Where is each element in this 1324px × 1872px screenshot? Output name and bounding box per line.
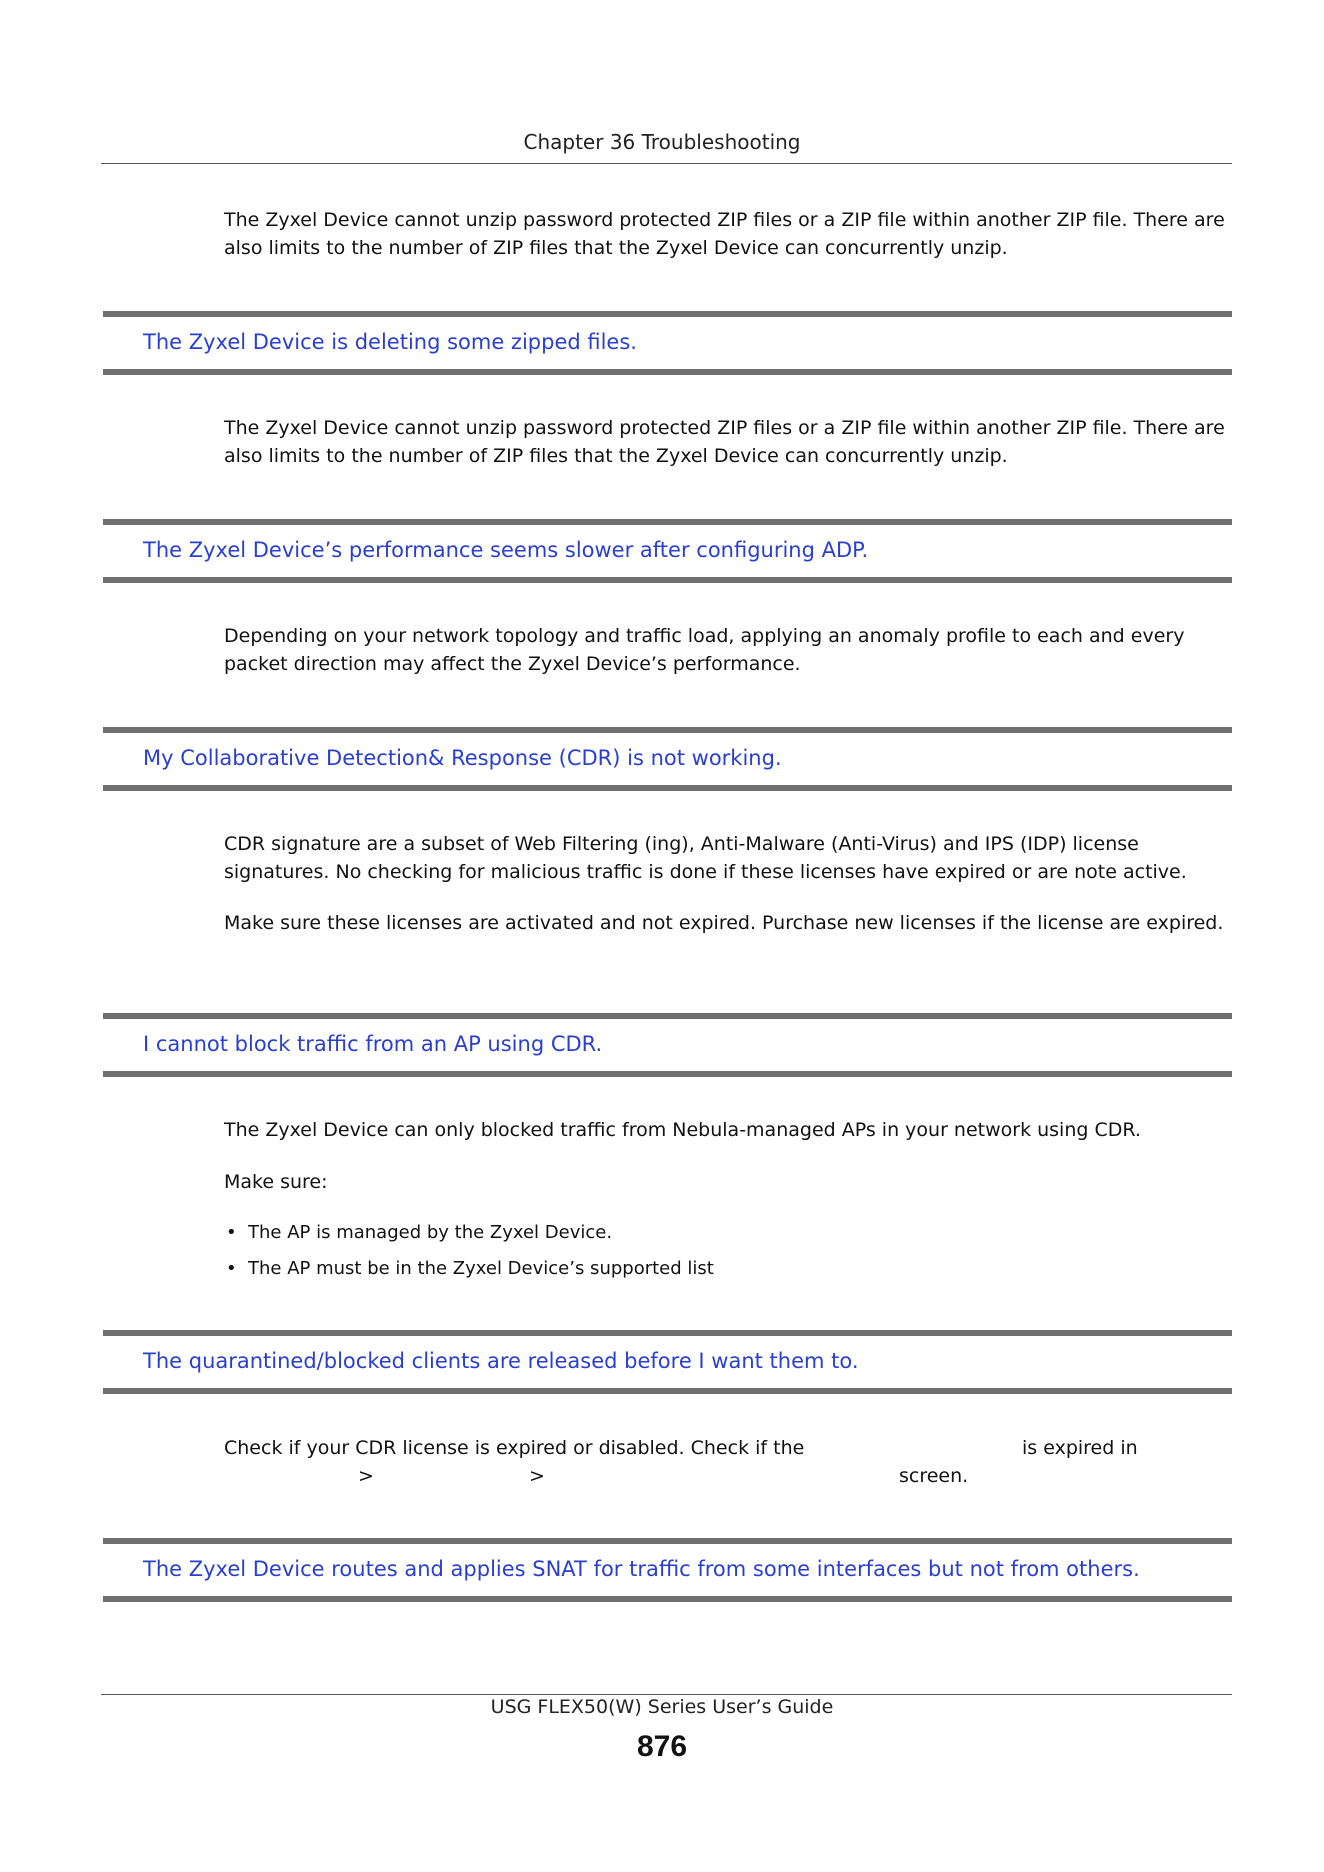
answer-paragraph: Make sure: — [224, 1171, 328, 1193]
chapter-title: Chapter 36 Troubleshooting — [523, 130, 801, 154]
answer-paragraph: Make sure these licenses are activated and not expired. Purchase new licenses if the license are expired. — [224, 912, 1224, 934]
list-item: • The AP must be in the Zyxel Device’s supported list — [224, 1255, 714, 1291]
question-bar-top-rule — [103, 1330, 1232, 1336]
answer-text-end: screen. — [899, 1465, 969, 1487]
question-bar-zipped-files — [103, 311, 1232, 375]
answer-paragraph: The Zyxel Device can only blocked traffic from Nebula-managed APs in your network using CDR. — [224, 1119, 1141, 1141]
path-separator: > — [529, 1465, 545, 1487]
question-bar-bottom-rule — [103, 369, 1232, 375]
question-bar-top-rule — [103, 727, 1232, 733]
question-title: The Zyxel Device routes and applies SNAT for traffic from some interfaces but not from others. — [143, 1557, 1140, 1581]
question-bar-bottom-rule — [103, 1388, 1232, 1394]
question-title: I cannot block traffic from an AP using CDR. — [143, 1032, 603, 1056]
header-divider — [101, 163, 1232, 164]
question-bar-top-rule — [103, 1538, 1232, 1544]
bullet-list — [224, 1219, 714, 1291]
answer-text-middle: is expired in — [1022, 1437, 1138, 1459]
intro-paragraph: The Zyxel Device cannot unzip password protected ZIP files or a ZIP file within another ZIP file. There are also limits to the number of ZIP files that the Zyxel Device can concurrently unzip. — [224, 209, 1225, 259]
question-bar-top-rule — [103, 519, 1232, 525]
guide-title: USG FLEX50(W) Series User’s Guide — [490, 1696, 834, 1718]
answer-text-start: Check if your CDR license is expired or disabled. Check if the — [224, 1437, 805, 1459]
path-separator: > — [358, 1465, 374, 1487]
question-title: The Zyxel Device’s performance seems slower after configuring ADP. — [143, 538, 869, 562]
question-title: My Collaborative Detection& Response (CDR) is not working. — [143, 746, 782, 770]
question-bar-performance — [103, 519, 1232, 583]
page-number: 876 — [636, 1730, 688, 1763]
question-title: The quarantined/blocked clients are released before I want them to. — [143, 1349, 859, 1373]
question-bar-bottom-rule — [103, 577, 1232, 583]
question-bar-block-ap — [103, 1013, 1232, 1077]
answer-paragraph: The Zyxel Device cannot unzip password protected ZIP files or a ZIP file within another ZIP file. There are also limits to the number of ZIP files that the Zyxel Device can concurrently unzip. — [224, 417, 1225, 467]
question-bar-bottom-rule — [103, 785, 1232, 791]
question-bar-bottom-rule — [103, 1596, 1232, 1602]
question-bar-cdr-not-working — [103, 727, 1232, 791]
footer-divider — [101, 1694, 1232, 1695]
question-bar-top-rule — [103, 1013, 1232, 1019]
answer-paragraph: CDR signature are a subset of Web Filtering (ing), Anti-Malware (Anti-Virus) and IPS (IDP) license signatures. No checking for malicious traffic is done if these licenses have expired or are note active. — [224, 833, 1187, 883]
question-bar-snat — [103, 1538, 1232, 1602]
question-bar-top-rule — [103, 311, 1232, 317]
question-bar-bottom-rule — [103, 1071, 1232, 1077]
list-item: • The AP is managed by the Zyxel Device. — [224, 1219, 714, 1255]
answer-paragraph: Depending on your network topology and traffic load, applying an anomaly profile to each and every packet direction may affect the Zyxel Device’s performance. — [224, 625, 1185, 675]
question-title: The Zyxel Device is deleting some zipped files. — [143, 330, 637, 354]
question-bar-quarantined-clients — [103, 1330, 1232, 1394]
